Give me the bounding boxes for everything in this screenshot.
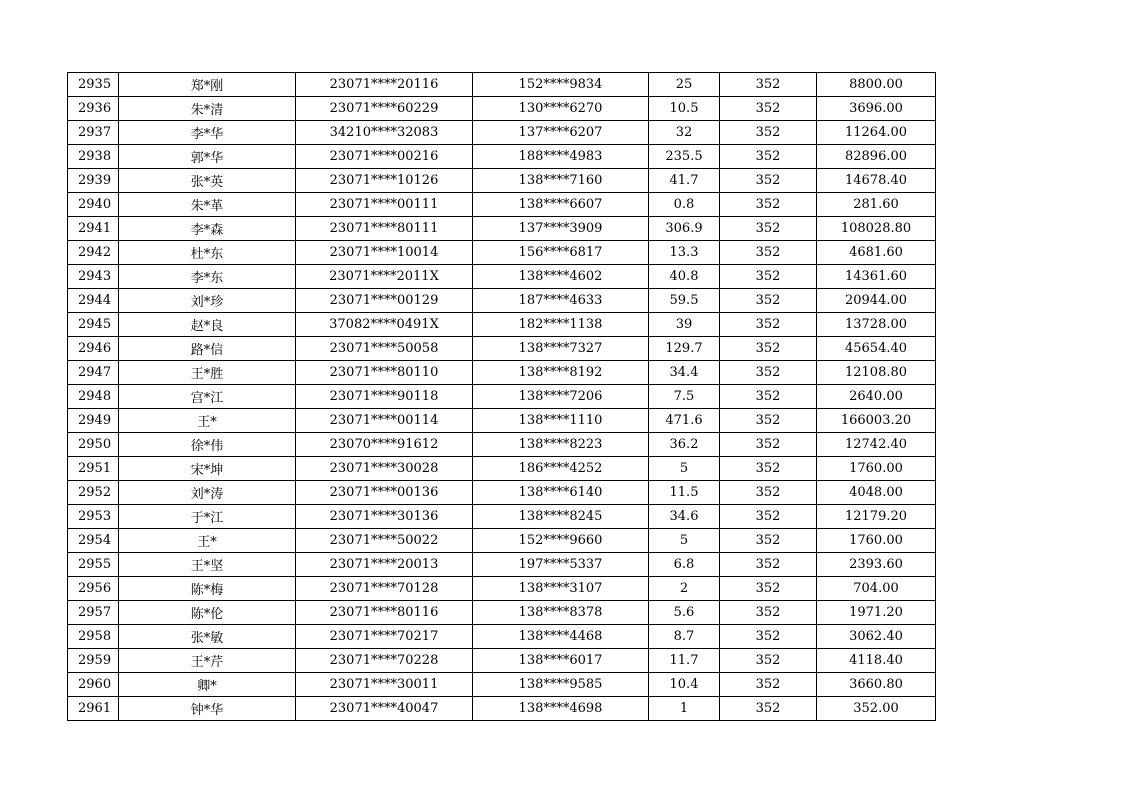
- phone-cell: 138****6140: [473, 481, 649, 505]
- id-number-cell: 23071****20116: [296, 73, 473, 97]
- row-number-cell: 2946: [68, 337, 119, 361]
- unit-price-cell: 352: [720, 529, 817, 553]
- row-number-cell: 2944: [68, 289, 119, 313]
- quantity-cell: 11.7: [649, 649, 720, 673]
- id-number-cell: 37082****0491X: [296, 313, 473, 337]
- unit-price-cell: 352: [720, 697, 817, 721]
- id-number-cell: 23071****80110: [296, 361, 473, 385]
- phone-cell: 156****6817: [473, 241, 649, 265]
- name-cell: 朱*清: [119, 97, 296, 121]
- name-cell: 卿*: [119, 673, 296, 697]
- name-cell: 王*芹: [119, 649, 296, 673]
- table-row: [68, 673, 936, 697]
- table-row: [68, 73, 936, 97]
- amount-cell: 12108.80: [817, 361, 936, 385]
- quantity-cell: 34.6: [649, 505, 720, 529]
- id-number-cell: 23071****00136: [296, 481, 473, 505]
- unit-price-cell: 352: [720, 97, 817, 121]
- phone-cell: 137****3909: [473, 217, 649, 241]
- table-row: [68, 217, 936, 241]
- name-cell: 李*东: [119, 265, 296, 289]
- table-row: [68, 385, 936, 409]
- quantity-cell: 10.4: [649, 673, 720, 697]
- table-row: [68, 337, 936, 361]
- name-cell: 王*: [119, 529, 296, 553]
- table-row: [68, 505, 936, 529]
- amount-cell: 2393.60: [817, 553, 936, 577]
- table-row: [68, 577, 936, 601]
- unit-price-cell: 352: [720, 265, 817, 289]
- quantity-cell: 2: [649, 577, 720, 601]
- id-number-cell: 23071****00216: [296, 145, 473, 169]
- amount-cell: 12742.40: [817, 433, 936, 457]
- amount-cell: 3062.40: [817, 625, 936, 649]
- unit-price-cell: 352: [720, 409, 817, 433]
- table-row: [68, 361, 936, 385]
- quantity-cell: 13.3: [649, 241, 720, 265]
- phone-cell: 138****8378: [473, 601, 649, 625]
- quantity-cell: 40.8: [649, 265, 720, 289]
- id-number-cell: 23071****80116: [296, 601, 473, 625]
- unit-price-cell: 352: [720, 121, 817, 145]
- phone-cell: 138****4602: [473, 265, 649, 289]
- unit-price-cell: 352: [720, 337, 817, 361]
- phone-cell: 138****3107: [473, 577, 649, 601]
- name-cell: 王*胜: [119, 361, 296, 385]
- id-number-cell: 23071****00114: [296, 409, 473, 433]
- amount-cell: 108028.80: [817, 217, 936, 241]
- id-number-cell: 23071****30011: [296, 673, 473, 697]
- table-row: [68, 601, 936, 625]
- unit-price-cell: 352: [720, 217, 817, 241]
- id-number-cell: 23071****80111: [296, 217, 473, 241]
- phone-cell: 138****7160: [473, 169, 649, 193]
- quantity-cell: 10.5: [649, 97, 720, 121]
- quantity-cell: 36.2: [649, 433, 720, 457]
- name-cell: 宋*坤: [119, 457, 296, 481]
- phone-cell: 138****4698: [473, 697, 649, 721]
- quantity-cell: 25: [649, 73, 720, 97]
- unit-price-cell: 352: [720, 361, 817, 385]
- quantity-cell: 7.5: [649, 385, 720, 409]
- row-number-cell: 2957: [68, 601, 119, 625]
- row-number-cell: 2940: [68, 193, 119, 217]
- amount-cell: 3696.00: [817, 97, 936, 121]
- table-row: [68, 313, 936, 337]
- amount-cell: 2640.00: [817, 385, 936, 409]
- row-number-cell: 2948: [68, 385, 119, 409]
- quantity-cell: 11.5: [649, 481, 720, 505]
- unit-price-cell: 352: [720, 577, 817, 601]
- amount-cell: 352.00: [817, 697, 936, 721]
- row-number-cell: 2956: [68, 577, 119, 601]
- row-number-cell: 2954: [68, 529, 119, 553]
- unit-price-cell: 352: [720, 553, 817, 577]
- phone-cell: 138****8245: [473, 505, 649, 529]
- unit-price-cell: 352: [720, 289, 817, 313]
- row-number-cell: 2945: [68, 313, 119, 337]
- row-number-cell: 2951: [68, 457, 119, 481]
- quantity-cell: 5: [649, 457, 720, 481]
- phone-cell: 138****7327: [473, 337, 649, 361]
- quantity-cell: 306.9: [649, 217, 720, 241]
- name-cell: 刘*珍: [119, 289, 296, 313]
- name-cell: 王*: [119, 409, 296, 433]
- row-number-cell: 2955: [68, 553, 119, 577]
- unit-price-cell: 352: [720, 73, 817, 97]
- name-cell: 张*敏: [119, 625, 296, 649]
- table-row: [68, 481, 936, 505]
- unit-price-cell: 352: [720, 625, 817, 649]
- table-row: [68, 121, 936, 145]
- unit-price-cell: 352: [720, 433, 817, 457]
- row-number-cell: 2939: [68, 169, 119, 193]
- name-cell: 郭*华: [119, 145, 296, 169]
- name-cell: 朱*革: [119, 193, 296, 217]
- phone-cell: 138****6607: [473, 193, 649, 217]
- phone-cell: 152****9834: [473, 73, 649, 97]
- table-row: [68, 265, 936, 289]
- phone-cell: 197****5337: [473, 553, 649, 577]
- amount-cell: 12179.20: [817, 505, 936, 529]
- unit-price-cell: 352: [720, 145, 817, 169]
- table-row: [68, 553, 936, 577]
- amount-cell: 13728.00: [817, 313, 936, 337]
- amount-cell: 14361.60: [817, 265, 936, 289]
- row-number-cell: 2947: [68, 361, 119, 385]
- unit-price-cell: 352: [720, 385, 817, 409]
- id-number-cell: 23071****70228: [296, 649, 473, 673]
- amount-cell: 20944.00: [817, 289, 936, 313]
- unit-price-cell: 352: [720, 313, 817, 337]
- unit-price-cell: 352: [720, 601, 817, 625]
- phone-cell: 187****4633: [473, 289, 649, 313]
- table-row: [68, 169, 936, 193]
- phone-cell: 186****4252: [473, 457, 649, 481]
- name-cell: 张*英: [119, 169, 296, 193]
- row-number-cell: 2949: [68, 409, 119, 433]
- name-cell: 路*信: [119, 337, 296, 361]
- table-row: [68, 193, 936, 217]
- quantity-cell: 59.5: [649, 289, 720, 313]
- amount-cell: 1971.20: [817, 601, 936, 625]
- amount-cell: 281.60: [817, 193, 936, 217]
- row-number-cell: 2943: [68, 265, 119, 289]
- amount-cell: 1760.00: [817, 457, 936, 481]
- id-number-cell: 23071****00129: [296, 289, 473, 313]
- row-number-cell: 2937: [68, 121, 119, 145]
- unit-price-cell: 352: [720, 193, 817, 217]
- row-number-cell: 2935: [68, 73, 119, 97]
- name-cell: 李*华: [119, 121, 296, 145]
- data-table: [67, 72, 936, 721]
- id-number-cell: 23071****20013: [296, 553, 473, 577]
- table-row: [68, 241, 936, 265]
- row-number-cell: 2961: [68, 697, 119, 721]
- name-cell: 杜*东: [119, 241, 296, 265]
- quantity-cell: 235.5: [649, 145, 720, 169]
- quantity-cell: 5: [649, 529, 720, 553]
- phone-cell: 138****8223: [473, 433, 649, 457]
- unit-price-cell: 352: [720, 649, 817, 673]
- row-number-cell: 2942: [68, 241, 119, 265]
- amount-cell: 4048.00: [817, 481, 936, 505]
- phone-cell: 137****6207: [473, 121, 649, 145]
- table-row: [68, 457, 936, 481]
- amount-cell: 11264.00: [817, 121, 936, 145]
- name-cell: 陈*伦: [119, 601, 296, 625]
- unit-price-cell: 352: [720, 457, 817, 481]
- table-row: [68, 409, 936, 433]
- id-number-cell: 23070****91612: [296, 433, 473, 457]
- amount-cell: 4118.40: [817, 649, 936, 673]
- name-cell: 王*坚: [119, 553, 296, 577]
- phone-cell: 138****9585: [473, 673, 649, 697]
- phone-cell: 138****4468: [473, 625, 649, 649]
- amount-cell: 4681.60: [817, 241, 936, 265]
- table-row: [68, 289, 936, 313]
- amount-cell: 1760.00: [817, 529, 936, 553]
- table-row: [68, 97, 936, 121]
- amount-cell: 8800.00: [817, 73, 936, 97]
- name-cell: 宫*江: [119, 385, 296, 409]
- row-number-cell: 2958: [68, 625, 119, 649]
- unit-price-cell: 352: [720, 481, 817, 505]
- amount-cell: 166003.20: [817, 409, 936, 433]
- id-number-cell: 23071****50058: [296, 337, 473, 361]
- amount-cell: 45654.40: [817, 337, 936, 361]
- amount-cell: 14678.40: [817, 169, 936, 193]
- table-row: [68, 529, 936, 553]
- quantity-cell: 34.4: [649, 361, 720, 385]
- id-number-cell: 23071****40047: [296, 697, 473, 721]
- quantity-cell: 129.7: [649, 337, 720, 361]
- quantity-cell: 5.6: [649, 601, 720, 625]
- phone-cell: 152****9660: [473, 529, 649, 553]
- id-number-cell: 23071****00111: [296, 193, 473, 217]
- phone-cell: 138****8192: [473, 361, 649, 385]
- table-row: [68, 697, 936, 721]
- id-number-cell: 23071****70217: [296, 625, 473, 649]
- id-number-cell: 23071****90118: [296, 385, 473, 409]
- id-number-cell: 23071****50022: [296, 529, 473, 553]
- quantity-cell: 8.7: [649, 625, 720, 649]
- quantity-cell: 39: [649, 313, 720, 337]
- name-cell: 刘*涛: [119, 481, 296, 505]
- id-number-cell: 23071****30028: [296, 457, 473, 481]
- table-body: [68, 73, 936, 721]
- row-number-cell: 2953: [68, 505, 119, 529]
- unit-price-cell: 352: [720, 241, 817, 265]
- table-row: [68, 649, 936, 673]
- name-cell: 于*江: [119, 505, 296, 529]
- id-number-cell: 23071****70128: [296, 577, 473, 601]
- phone-cell: 138****1110: [473, 409, 649, 433]
- phone-cell: 138****6017: [473, 649, 649, 673]
- phone-cell: 138****7206: [473, 385, 649, 409]
- amount-cell: 704.00: [817, 577, 936, 601]
- phone-cell: 188****4983: [473, 145, 649, 169]
- id-number-cell: 34210****32083: [296, 121, 473, 145]
- quantity-cell: 471.6: [649, 409, 720, 433]
- id-number-cell: 23071****30136: [296, 505, 473, 529]
- name-cell: 徐*伟: [119, 433, 296, 457]
- table-row: [68, 433, 936, 457]
- id-number-cell: 23071****60229: [296, 97, 473, 121]
- row-number-cell: 2950: [68, 433, 119, 457]
- id-number-cell: 23071****2011X: [296, 265, 473, 289]
- row-number-cell: 2960: [68, 673, 119, 697]
- table-row: [68, 145, 936, 169]
- name-cell: 赵*良: [119, 313, 296, 337]
- id-number-cell: 23071****10014: [296, 241, 473, 265]
- name-cell: 陈*梅: [119, 577, 296, 601]
- quantity-cell: 32: [649, 121, 720, 145]
- table-row: [68, 625, 936, 649]
- name-cell: 郑*刚: [119, 73, 296, 97]
- unit-price-cell: 352: [720, 169, 817, 193]
- id-number-cell: 23071****10126: [296, 169, 473, 193]
- amount-cell: 82896.00: [817, 145, 936, 169]
- name-cell: 李*森: [119, 217, 296, 241]
- quantity-cell: 0.8: [649, 193, 720, 217]
- row-number-cell: 2938: [68, 145, 119, 169]
- row-number-cell: 2936: [68, 97, 119, 121]
- phone-cell: 130****6270: [473, 97, 649, 121]
- quantity-cell: 1: [649, 697, 720, 721]
- quantity-cell: 6.8: [649, 553, 720, 577]
- amount-cell: 3660.80: [817, 673, 936, 697]
- unit-price-cell: 352: [720, 505, 817, 529]
- row-number-cell: 2959: [68, 649, 119, 673]
- phone-cell: 182****1138: [473, 313, 649, 337]
- row-number-cell: 2952: [68, 481, 119, 505]
- unit-price-cell: 352: [720, 673, 817, 697]
- name-cell: 钟*华: [119, 697, 296, 721]
- row-number-cell: 2941: [68, 217, 119, 241]
- quantity-cell: 41.7: [649, 169, 720, 193]
